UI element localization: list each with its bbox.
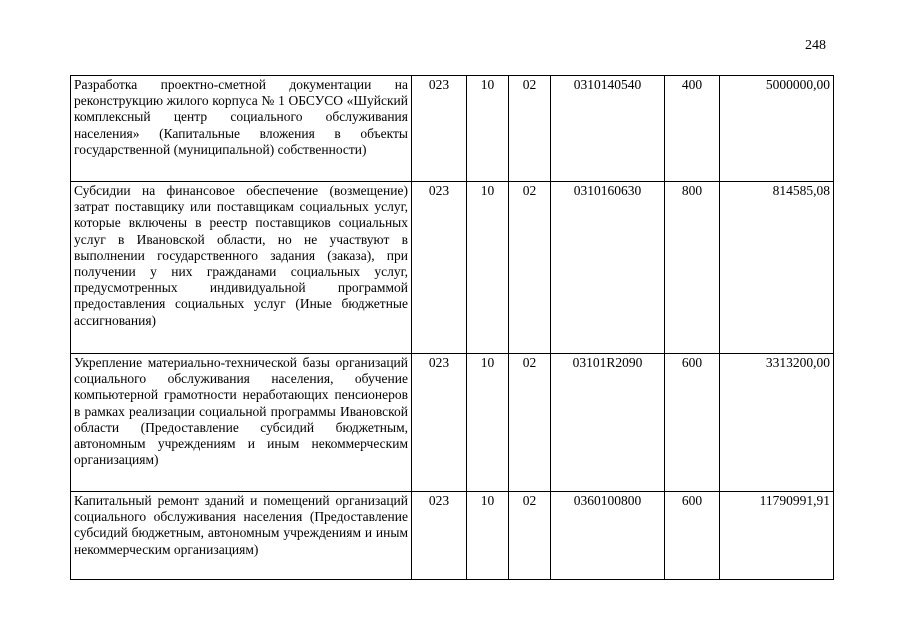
table-row bbox=[71, 76, 834, 182]
expense-type-code: 600 bbox=[665, 354, 720, 492]
section-code: 10 bbox=[467, 76, 509, 182]
subsection-code: 02 bbox=[509, 76, 551, 182]
section-code: 10 bbox=[467, 354, 509, 492]
ministry-code: 023 bbox=[412, 76, 467, 182]
row-description: Субсидии на финансовое обеспечение (возмещение) затрат поставщику или поставщикам социальных услуг, которые включены в реестр поставщиков социальных услуг в Ивановской области, но не участвуют в выполнении государственного задания (заказа), при получении у них гражданами социальных услуг, предусмотренных индивидуальной программой предоставления социальных услуг (Иные бюджетные ассигнования) bbox=[71, 182, 412, 354]
subsection-code: 02 bbox=[509, 354, 551, 492]
table-row bbox=[71, 492, 834, 580]
subsection-code: 02 bbox=[509, 182, 551, 354]
ministry-code: 023 bbox=[412, 354, 467, 492]
amount-value: 11790991,91 bbox=[720, 492, 834, 580]
ministry-code: 023 bbox=[412, 492, 467, 580]
subsection-code: 02 bbox=[509, 492, 551, 580]
target-article-code: 0310140540 bbox=[551, 76, 665, 182]
section-code: 10 bbox=[467, 182, 509, 354]
section-code: 10 bbox=[467, 492, 509, 580]
budget-table bbox=[70, 75, 834, 580]
row-description: Разработка проектно-сметной документации на реконструкцию жилого корпуса № 1 ОБСУСО «Шуйский комплексный центр социального обслуживания населения» (Капитальные вложения в объекты государственной (муниципальной) собственности) bbox=[71, 76, 412, 182]
expense-type-code: 600 bbox=[665, 492, 720, 580]
expense-type-code: 400 bbox=[665, 76, 720, 182]
target-article-code: 0310160630 bbox=[551, 182, 665, 354]
target-article-code: 03101R2090 bbox=[551, 354, 665, 492]
target-article-code: 0360100800 bbox=[551, 492, 665, 580]
page-number: 248 bbox=[805, 38, 826, 53]
amount-value: 5000000,00 bbox=[720, 76, 834, 182]
ministry-code: 023 bbox=[412, 182, 467, 354]
row-description: Укрепление материально-технической базы организаций социального обслуживания населения, обучение компьютерной грамотности неработающих пенсионеров в рамках реализации социальной программы Ивановской области (Предоставление субсидий бюджетным, автономным учреждениям и иным некоммерческим организациям) bbox=[71, 354, 412, 492]
table-row bbox=[71, 182, 834, 354]
amount-value: 3313200,00 bbox=[720, 354, 834, 492]
amount-value: 814585,08 bbox=[720, 182, 834, 354]
row-description: Капитальный ремонт зданий и помещений организаций социального обслуживания населения (Предоставление субсидий бюджетным, автономным учреждениям и иным некоммерческим организациям) bbox=[71, 492, 412, 580]
expense-type-code: 800 bbox=[665, 182, 720, 354]
table-row bbox=[71, 354, 834, 492]
